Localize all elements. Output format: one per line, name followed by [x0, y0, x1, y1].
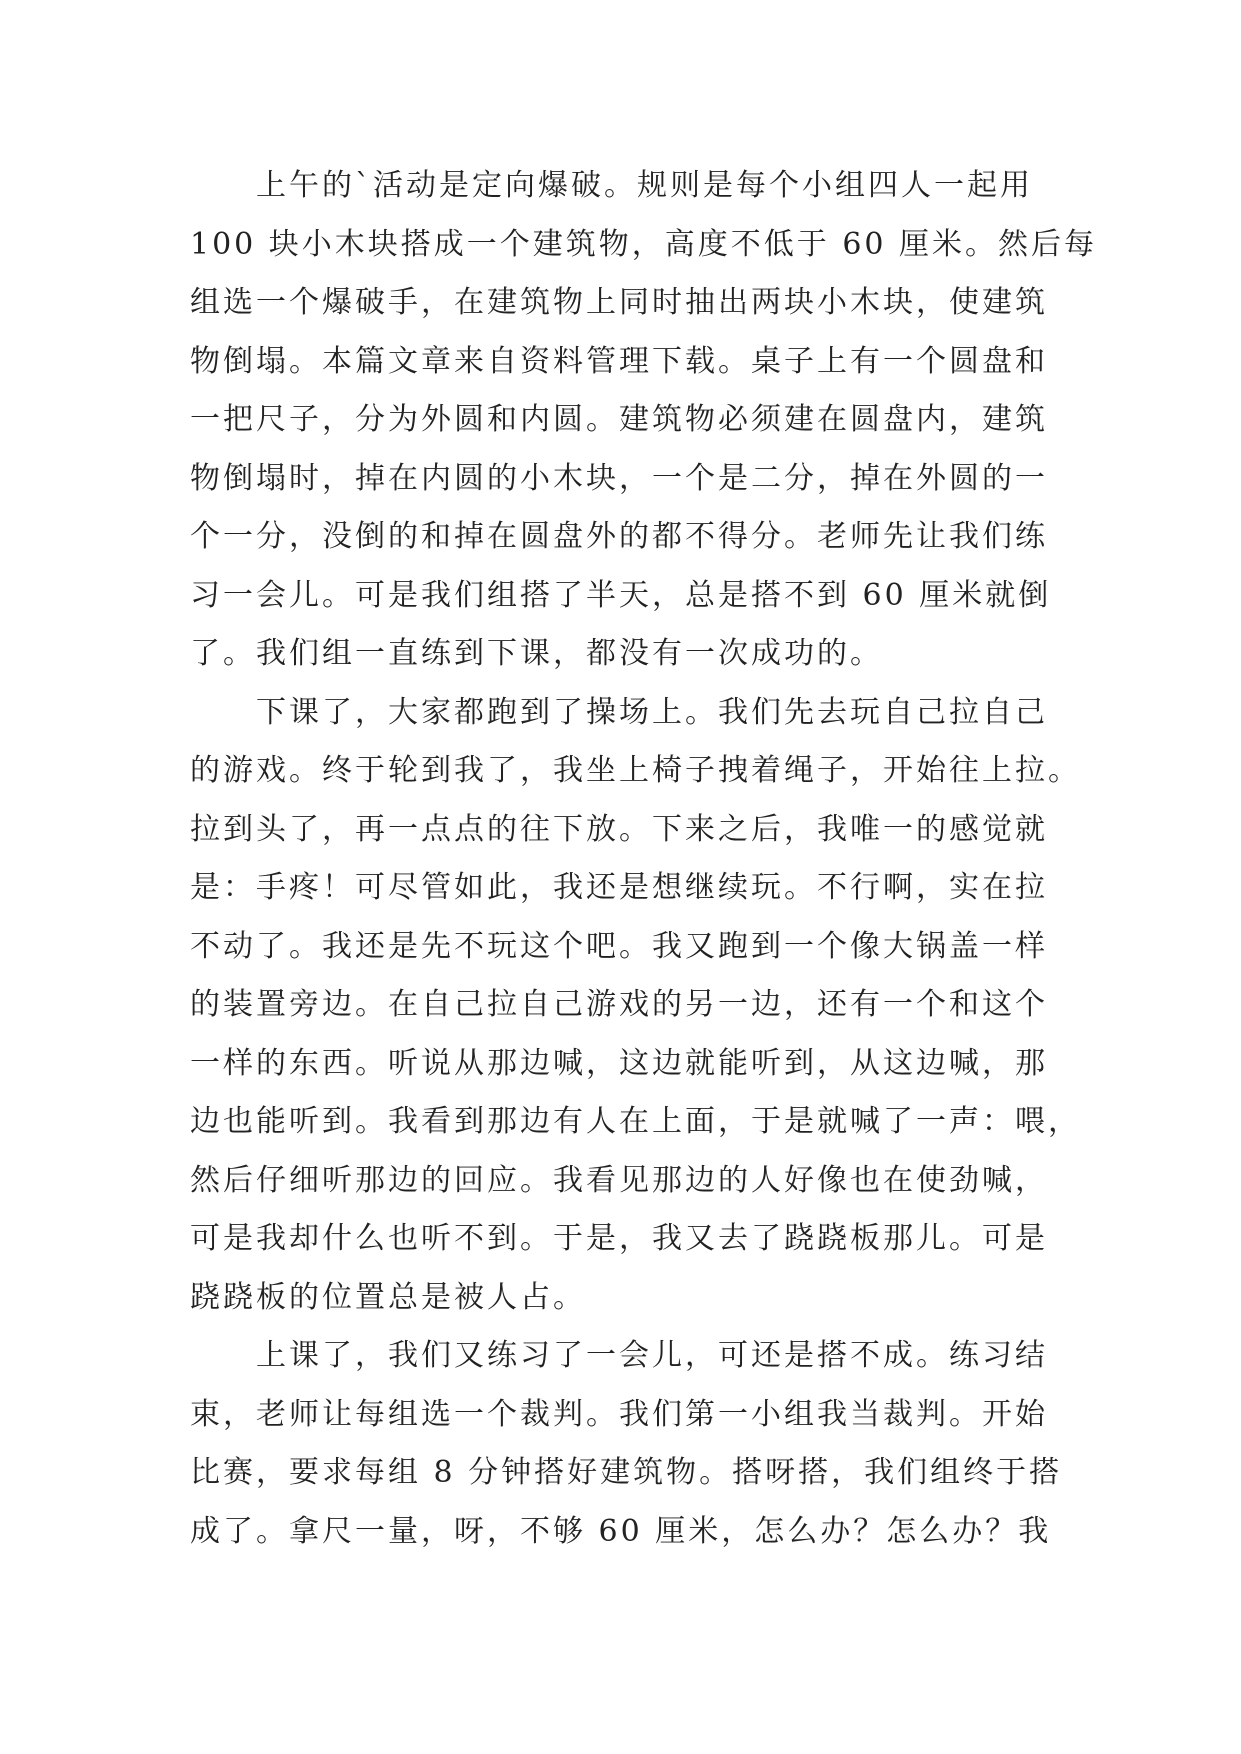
text-line: 边也能听到。我看到那边有人在上面，于是就喊了一声：喂， [190, 1104, 1081, 1139]
text-line: 的装置旁边。在自己拉自己游戏的另一边，还有一个和这个 [190, 987, 1048, 1022]
paragraph-3 [190, 1327, 1070, 1561]
paragraph-2 [190, 684, 1081, 1328]
text-line: 跷跷板的位置总是被人占。 [190, 1279, 586, 1315]
text-line: 上课了，我们又练习了一会儿，可还是搭不成。练习结 [256, 1338, 1048, 1373]
text-line: 比赛，要求每组 8 分钟搭好建筑物。搭呀搭，我们组终于搭 [190, 1455, 1063, 1490]
text-line: 100 块小木块搭成一个建筑物，高度不低于 60 厘米。然后每 [190, 226, 1098, 262]
text-line: 一把尺子，分为外圆和内圆。建筑物必须建在圆盘内，建筑 [190, 402, 1048, 437]
text-line: 束，老师让每组选一个裁判。我们第一小组我当裁判。开始 [190, 1396, 1048, 1432]
text-line: 组选一个爆破手，在建筑物上同时抽出两块小木块，使建筑 [190, 285, 1048, 320]
text-line: 的游戏。终于轮到我了，我坐上椅子拽着绳子，开始往上拉。 [190, 753, 1081, 788]
text-line: 上午的`活动是定向爆破。规则是每个小组四人一起用 [256, 168, 1033, 203]
text-line: 一样的东西。听说从那边喊，这边就能听到，从这边喊，那 [190, 1045, 1048, 1081]
text-line: 然后仔细听那边的回应。我看见那边的人好像也在使劲喊， [190, 1162, 1048, 1198]
text-line: 个一分，没倒的和掉在圆盘外的都不得分。老师先让我们练 [190, 519, 1048, 554]
text-line: 可是我却什么也听不到。于是，我又去了跷跷板那儿。可是 [190, 1221, 1048, 1256]
text-line: 下课了，大家都跑到了操场上。我们先去玩自己拉自己 [256, 694, 1048, 730]
text-line: 成了。拿尺一量，呀，不够 60 厘米，怎么办？怎么办？我 [190, 1513, 1052, 1549]
text-line: 习一会儿。可是我们组搭了半天，总是搭不到 60 厘米就倒 [190, 577, 1052, 613]
text-line: 了。我们组一直练到下课，都没有一次成功的。 [190, 636, 883, 671]
text-line: 拉到头了，再一点点的往下放。下来之后，我唯一的感觉就 [190, 811, 1048, 847]
text-line: 物倒塌时，掉在内圆的小木块，一个是二分，掉在外圆的一 [190, 460, 1048, 496]
text-line: 物倒塌。本篇文章来自资料管理下载。桌子上有一个圆盘和 [190, 343, 1048, 379]
body-text [190, 157, 1098, 1561]
text-line: 不动了。我还是先不玩这个吧。我又跑到一个像大锅盖一样 [190, 928, 1048, 964]
paragraph-1 [190, 157, 1098, 684]
text-line: 是：手疼！可尽管如此，我还是想继续玩。不行啊，实在拉 [190, 870, 1048, 905]
